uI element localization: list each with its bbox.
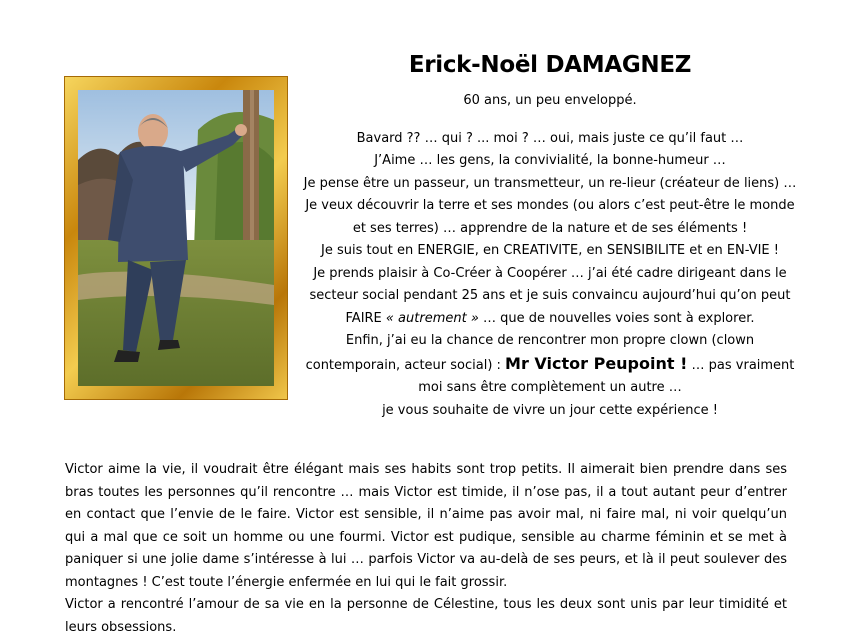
profile-age: 60 ans, un peu enveloppé.: [463, 93, 637, 108]
portrait-frame: [65, 77, 287, 399]
intro-line: Je suis tout en ENERGIE, en CREATIVITE, en SENSIBILITE et en EN-VIE !: [321, 243, 779, 258]
intro-line: Bavard ?? … qui ? ... moi ? … oui, mais juste ce qu’il faut …: [356, 130, 744, 146]
intro-text: … pas vraiment moi sans être complètement un autre …: [418, 357, 795, 395]
intro-line: Je veux découvrir la terre et ses mondes (ou alors c’est peut-être le monde et ses terres) … apprendre de la nature et de ses éléments !: [305, 198, 795, 236]
intro-line: Je pense être un passeur, un transmetteur, un re-lieur (créateur de liens) …: [303, 175, 797, 191]
intro-text: … que de nouvelles voies sont à explorer.: [478, 310, 755, 326]
story-paragraph: Victor a rencontré l’amour de sa vie en la personne de Célestine, tous les deux sont unis par leur timidité et leurs obsessions.: [65, 597, 787, 635]
intro-text: Je prends plaisir à Co-Créer à Coopérer … j’ai été cadre dirigeant dans le secteur social pendant 25 ans et je suis convaincu aujourd’hui qu’on peut FAIRE: [309, 265, 791, 326]
intro-line: J’Aime … les gens, la convivialité, la bonne-humeur …: [374, 153, 726, 168]
portrait-photo: [78, 90, 274, 386]
story-text: [65, 459, 787, 639]
story-paragraph: Victor aime la vie, il voudrait être élégant mais ses habits sont trop petits. Il aimerait bien prendre dans ses bras toutes les personnes qu’il rencontre … mais Victor est timide, il n’ose pas, il a tout autant peur d’entrer en contact que l’envie de le faire. Victor est sensible, il n’aime pas avoir mal, ni faire mal, ni voir quelqu’un qui a mal que ce soit un homme ou une fourmi. Victor est pudique, sensible au charme féminin et se met à paniquer si une jolie dame s’intéresse à lui … parfois Victor va au-delà de ses peurs, et là il peut soulever des montagnes ! C’est toute l’énergie enfermée en lui qui le fait grossir.: [65, 462, 787, 590]
intro-line: [300, 330, 800, 400]
intro-text: Enfin, j’ai eu la chance de rencontrer mon propre clown (clown contemporain, acteur social) :: [305, 333, 755, 373]
intro-line: je vous souhaite de vivre un jour cette expérience !: [382, 402, 718, 418]
intro-emphasis: « autrement »: [385, 310, 479, 326]
intro-block: [300, 90, 800, 422]
intro-line: [300, 263, 800, 331]
profile-name: Erick-Noël DAMAGNEZ: [408, 52, 692, 78]
clown-name: Mr Victor Peupoint !: [505, 353, 688, 373]
